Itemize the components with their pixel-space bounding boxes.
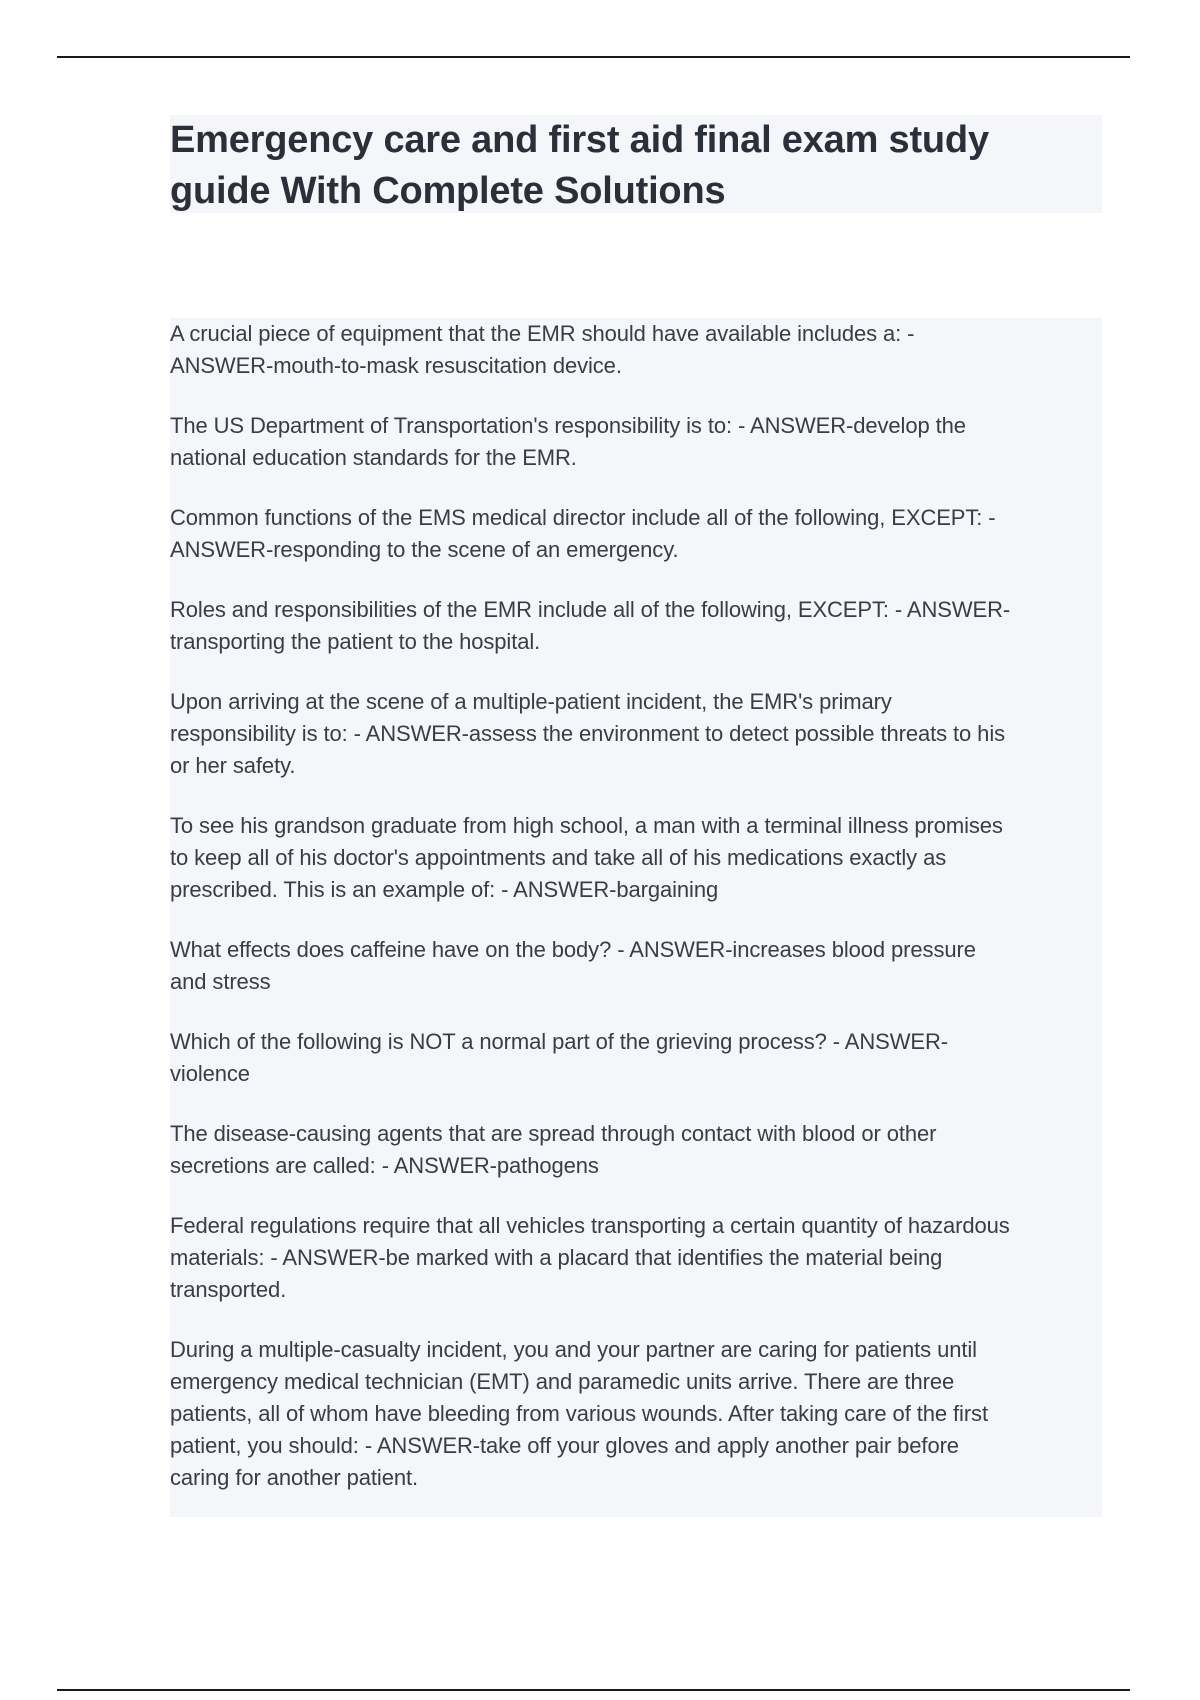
qa-line: ANSWER-mouth-to-mask resuscitation device. — [170, 353, 622, 378]
qa-line: Which of the following is NOT a normal part of the grieving process? - ANSWER- — [170, 1029, 948, 1054]
qa-item — [170, 686, 1102, 782]
qa-item — [170, 1210, 1102, 1306]
qa-line: to keep all of his doctor's appointments and take all of his medications exactly as — [170, 845, 947, 870]
qa-line: national education standards for the EMR. — [170, 445, 577, 470]
qa-line: caring for another patient. — [170, 1465, 419, 1490]
qa-item — [170, 810, 1102, 906]
title-line: guide With Complete Solutions — [170, 170, 726, 212]
qa-line: To see his grandson graduate from high school, a man with a terminal illness promises — [170, 813, 1003, 838]
qa-line: patient, you should: - ANSWER-take off your gloves and apply another pair before — [170, 1433, 959, 1458]
qa-line: Roles and responsibilities of the EMR include all of the following, EXCEPT: - ANSWER- — [170, 597, 1011, 622]
qa-item — [170, 1026, 1102, 1090]
qa-item — [170, 1118, 1102, 1182]
qa-line: During a multiple-casualty incident, you and your partner are caring for patients until — [170, 1337, 977, 1362]
qa-line: Common functions of the EMS medical director include all of the following, EXCEPT: - — [170, 505, 996, 530]
qa-line: patients, all of whom have bleeding from various wounds. After taking care of the first — [170, 1401, 988, 1426]
qa-item — [170, 502, 1102, 566]
qa-line: and stress — [170, 969, 271, 994]
qa-line: responsibility is to: - ANSWER-assess the environment to detect possible threats to his — [170, 721, 1006, 746]
document-title — [170, 115, 1102, 217]
qa-line: transported. — [170, 1277, 287, 1302]
qa-line: ANSWER-responding to the scene of an emergency. — [170, 537, 679, 562]
qa-line: prescribed. This is an example of: - ANSWER-bargaining — [170, 877, 719, 902]
title-line: Emergency care and first aid final exam study — [170, 119, 989, 161]
qa-line: Federal regulations require that all vehicles transporting a certain quantity of hazardous — [170, 1213, 1010, 1238]
qa-line: emergency medical technician (EMT) and paramedic units arrive. There are three — [170, 1369, 955, 1394]
qa-line: The US Department of Transportation's responsibility is to: - ANSWER-develop the — [170, 413, 966, 438]
qa-list — [170, 318, 1102, 1494]
qa-line: What effects does caffeine have on the body? - ANSWER-increases blood pressure — [170, 937, 976, 962]
qa-line: secretions are called: - ANSWER-pathogens — [170, 1153, 599, 1178]
qa-line: A crucial piece of equipment that the EMR should have available includes a: - — [170, 321, 915, 346]
qa-line: or her safety. — [170, 753, 296, 778]
qa-line: violence — [170, 1061, 250, 1086]
qa-item — [170, 1334, 1102, 1494]
qa-item — [170, 318, 1102, 382]
qa-item — [170, 934, 1102, 998]
qa-item — [170, 410, 1102, 474]
qa-section — [170, 318, 1102, 1517]
qa-line: The disease-causing agents that are spread through contact with blood or other — [170, 1121, 937, 1146]
top-rule — [57, 56, 1130, 58]
qa-line: transporting the patient to the hospital. — [170, 629, 541, 654]
qa-line: materials: - ANSWER-be marked with a placard that identifies the material being — [170, 1245, 943, 1270]
bottom-rule — [57, 1689, 1130, 1691]
title-block — [170, 115, 1102, 213]
qa-line: Upon arriving at the scene of a multiple-patient incident, the EMR's primary — [170, 689, 892, 714]
qa-item — [170, 594, 1102, 658]
